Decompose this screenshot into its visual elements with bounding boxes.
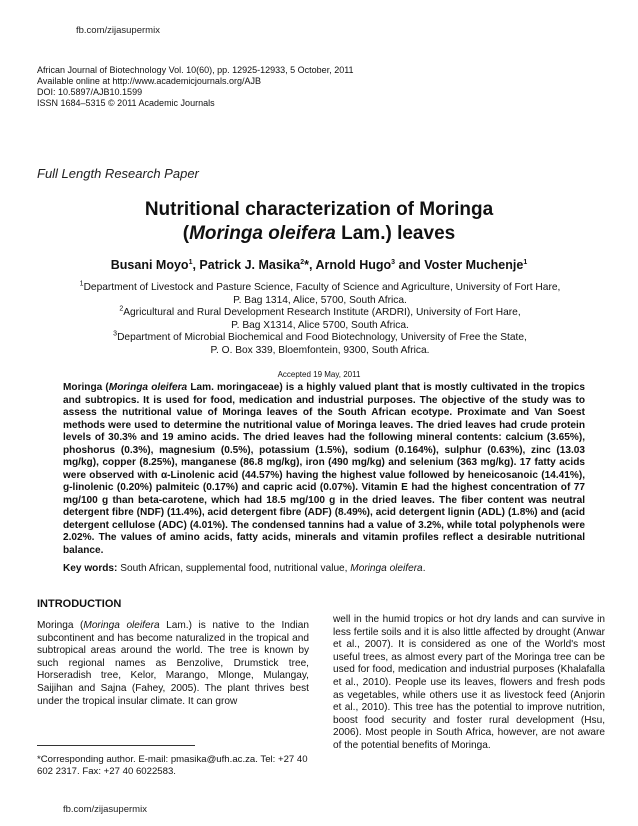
journal-info: [37, 65, 354, 109]
watermark-top: fb.com/zijasupermix: [76, 25, 160, 36]
keywords-end: .: [422, 563, 426, 574]
author-separator: ,: [192, 258, 200, 272]
title-line-2: [0, 222, 638, 246]
author-affil-sup: 1: [523, 258, 528, 266]
journal-online: Available online at http://www.academicjournals.org/AJB: [37, 76, 261, 86]
affiliation-address: P. O. Box 339, Bloemfontein, 9300, South Africa.: [210, 344, 430, 356]
affiliation-line: Department of Livestock and Pasture Science, Faculty of Science and Agriculture, University of Fort Hare,: [83, 282, 561, 293]
abstract-species: Moringa oleifera: [108, 382, 188, 393]
author: Arnold Hugo: [315, 258, 392, 272]
title-paren: (: [182, 223, 190, 244]
keywords: [63, 563, 593, 574]
title-species: Moringa oleifera: [189, 223, 336, 244]
watermark-bottom: fb.com/zijasupermix: [63, 804, 147, 815]
author-affil-sup: 3: [391, 258, 396, 266]
corresponding-author-footnote: *Corresponding author. E-mail: pmasika@ufh.ac.za. Tel: +27 40 602 2317. Fax: +27 40 6022583.: [37, 754, 308, 778]
author: Busani Moyo: [110, 258, 189, 272]
author-affil-sup: 2: [300, 258, 305, 266]
affiliation-sup: 1: [79, 280, 84, 288]
paper-title: [0, 198, 638, 246]
abstract: [63, 382, 585, 557]
author-affil-sup: 1: [188, 258, 193, 266]
keywords-species: Moringa oleifera: [350, 563, 423, 574]
abstract-text: Moringa (: [63, 382, 109, 393]
affiliations: [60, 282, 580, 358]
paper-type: Full Length Research Paper: [37, 166, 199, 181]
author-separator: and: [395, 258, 425, 272]
affiliation-address: P. Bag 1314, Alice, 5700, South Africa.: [233, 294, 407, 306]
intro-species: Moringa oleifera: [83, 620, 160, 631]
affiliation-address: P. Bag X1314, Alice 5700, South Africa.: [231, 319, 409, 331]
affiliation: [60, 307, 580, 320]
abstract-text: Lam. moringaceae) is a highly valued plant that is mostly cultivated in the tropics and subtropics. It is used for food, medication and industrial purposes. The objective of the study was to assess the nutritional value of Moringa leaves of the South African ecotype. Proximate and Van Soest methods were used to determine the nutritional value of Moringa leaves. The dried leaves had crude protein levels of 30.3% and 19 amino acids. The dried leaves had the following mineral contents: calcium (3.65%), phoshorus (0.3%), magnesium (0.5%), potassium (1.5%), sodium (0.164%), sulphur (0.63%), zinc (13.03 mg/kg), copper (8.25%), manganese (86.8 mg/kg), iron (490 mg/kg) and selenium (363 mg/kg). 17 fatty acids were observed with α-Linolenic acid (44.57%) having the highest value followed by heneicosanoic (14.41%), g-linolenic (0.20%) palmiteic (0.17%) and capric acid (0.07%). Vitamin E had the highest concentration of 77 mg/100 g than beta-carotene, which had 18.5 mg/100 g in the dried leaves. The fiber content was neutral detergent fibre (NDF) (11.4%), acid detergent fibre (ADF) (8.49%), acid detergent lignin (ADL) (1.8%) and (acid detergent cellulose (ADC) (4.01%). The condensed tannins had a value of 3.2%, while total polyphenols were 2.02%. The values of amino acids, fatty acids, minerals and vitamin profiles reflect a desirable nutritional balance.: [63, 382, 585, 556]
footnote-divider: [37, 745, 195, 746]
intro-column-left: [37, 620, 309, 708]
intro-text: Lam.) is native to the Indian subcontinent and has become naturalized in the tropical and subtropical areas around the world. The tree is known by such regional names as Benzolive, Drumstick tree, Horseradish tree, Kelor, Marango, Mlonge, Mulangay, Saijihan and Sajna (Fahey, 2005). The plant thrives best under the tropical insular climate. It can grow: [37, 620, 309, 707]
affiliation-line: Department of Microbial Biochemical and Food Biotechnology, University of Free the State,: [117, 332, 527, 344]
keywords-text: South African, supplemental food, nutritional value,: [117, 563, 351, 574]
journal-doi: DOI: 10.5897/AJB10.1599: [37, 87, 143, 97]
affiliation-sup: 2: [119, 305, 124, 313]
author-separator: *,: [304, 258, 316, 272]
keywords-label: Key words:: [63, 563, 118, 574]
journal-citation: African Journal of Biotechnology Vol. 10(60), pp. 12925-12933, 5 October, 2011: [37, 65, 354, 75]
affiliation-line: Agricultural and Rural Development Research Institute (ARDRI), University of Fort Hare,: [123, 307, 521, 319]
affiliation: [60, 282, 580, 295]
intro-column-right: well in the humid tropics or hot dry lands and can survive in less fertile soils and it is also little affected by drought (Anwar et al., 2007). It is considered as one of the World's most useful trees, as almost every part of the Moringa tree can be used for food, medication and industrial purposes (Khalafalla et al., 2010). People use its leaves, flowers and fresh pods as vegetables, while others use it as livestock feed (Anjorin et al., 2010). This tree has the potential to improve nutrition, boost food security and foster rural development (Hsu, 2006). Most people in South Africa, however, are not aware of the potential benefits of Moringa.: [333, 614, 605, 751]
author: Voster Muchenje: [424, 258, 524, 272]
author-list: [0, 258, 638, 272]
section-heading-introduction: INTRODUCTION: [37, 598, 122, 610]
intro-text: Moringa (: [37, 620, 84, 631]
journal-issn: ISSN 1684–5315 © 2011 Academic Journals: [37, 98, 215, 108]
affiliation: [60, 332, 580, 345]
author: Patrick J. Masika: [199, 258, 301, 272]
accepted-date: Accepted 19 May, 2011: [277, 370, 361, 379]
title-rest: Lam.) leaves: [335, 223, 456, 244]
title-line-1: Nutritional characterization of Moringa: [144, 199, 494, 220]
affiliation-sup: 3: [113, 330, 118, 338]
